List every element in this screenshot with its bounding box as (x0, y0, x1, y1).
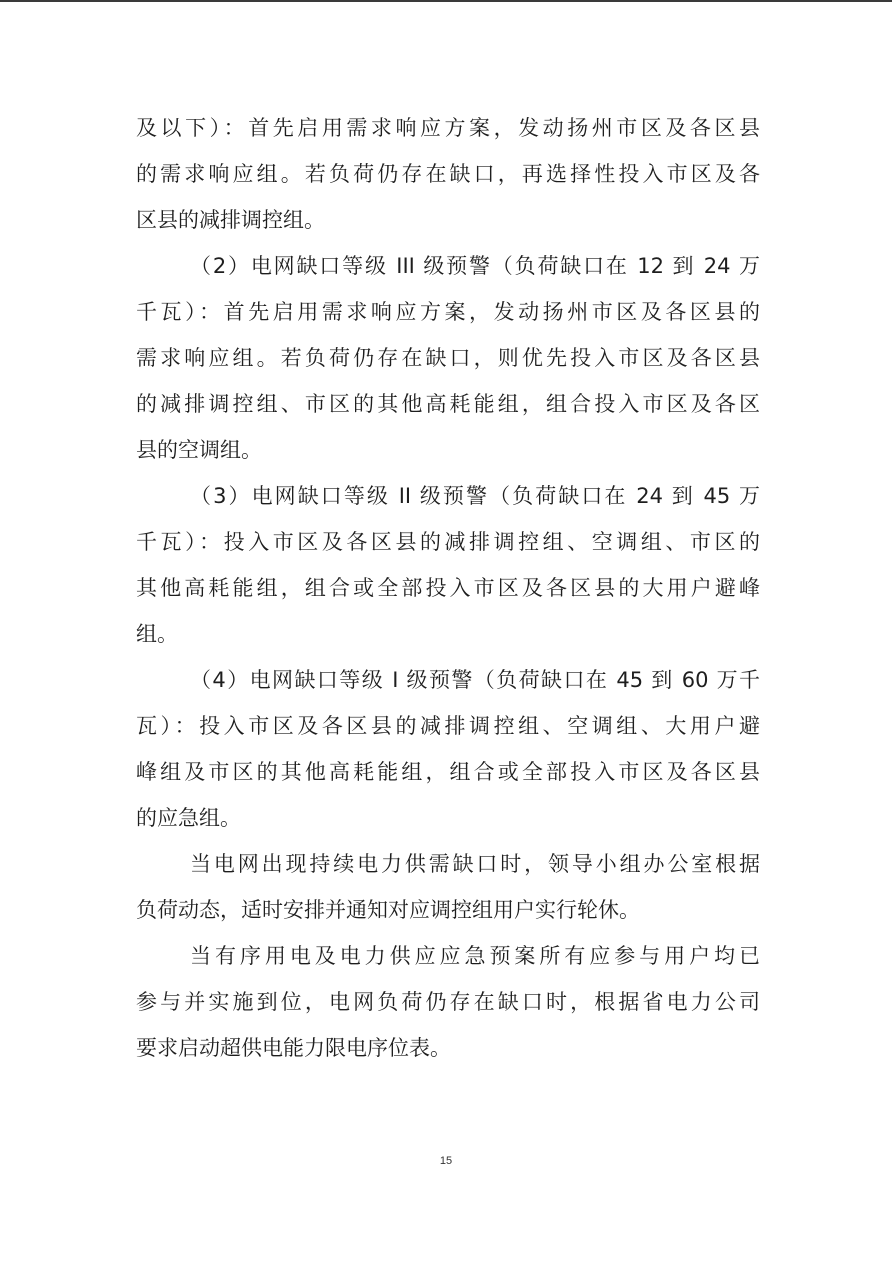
paragraph-line: 峰组及市区的其他高耗能组，组合或全部投入市区及各区县 (136, 760, 760, 784)
paragraph-line: 组。 (136, 622, 178, 646)
paragraph-line: （2）电网缺口等级 III 级预警（负荷缺口在 12 到 24 万 (190, 254, 760, 278)
paragraph-line: 当电网出现持续电力供需缺口时，领导小组办公室根据 (190, 852, 760, 876)
paragraph-line: 的需求响应组。若负荷仍存在缺口，再选择性投入市区及各 (136, 162, 760, 186)
page-number: 15 (439, 1155, 453, 1167)
paragraph-line: 负荷动态，适时安排并通知对应调控组用户实行轮休。 (136, 898, 640, 922)
paragraph-line: 及以下）：首先启用需求响应方案，发动扬州市区及各区县 (136, 116, 760, 140)
paragraph-line: 区县的减排调控组。 (136, 208, 325, 232)
paragraph-line: 县的空调组。 (136, 438, 262, 462)
paragraph-line: 其他高耗能组，组合或全部投入市区及各区县的大用户避峰 (136, 576, 760, 600)
paragraph-line: 需求响应组。若负荷仍存在缺口，则优先投入市区及各区县 (136, 346, 760, 370)
paragraph-line: 千瓦）：投入市区及各区县的减排调控组、空调组、市区的 (136, 530, 760, 554)
paragraph-line: （3）电网缺口等级 II 级预警（负荷缺口在 24 到 45 万 (190, 484, 760, 508)
paragraph-line: 瓦）：投入市区及各区县的减排调控组、空调组、大用户避 (136, 714, 760, 738)
paragraph-line: 要求启动超供电能力限电序位表。 (136, 1036, 451, 1060)
paragraph-line: 千瓦）：首先启用需求响应方案，发动扬州市区及各区县的 (136, 300, 760, 324)
paragraph-line: 当有序用电及电力供应应急预案所有应参与用户均已 (190, 944, 760, 968)
paragraph-line: （4）电网缺口等级 I 级预警（负荷缺口在 45 到 60 万千 (190, 668, 760, 692)
page-top-border (0, 0, 892, 2)
paragraph-line: 参与并实施到位，电网负荷仍存在缺口时，根据省电力公司 (136, 990, 760, 1014)
paragraph-line: 的减排调控组、市区的其他高耗能组，组合投入市区及各区 (136, 392, 760, 416)
paragraph-line: 的应急组。 (136, 806, 241, 830)
